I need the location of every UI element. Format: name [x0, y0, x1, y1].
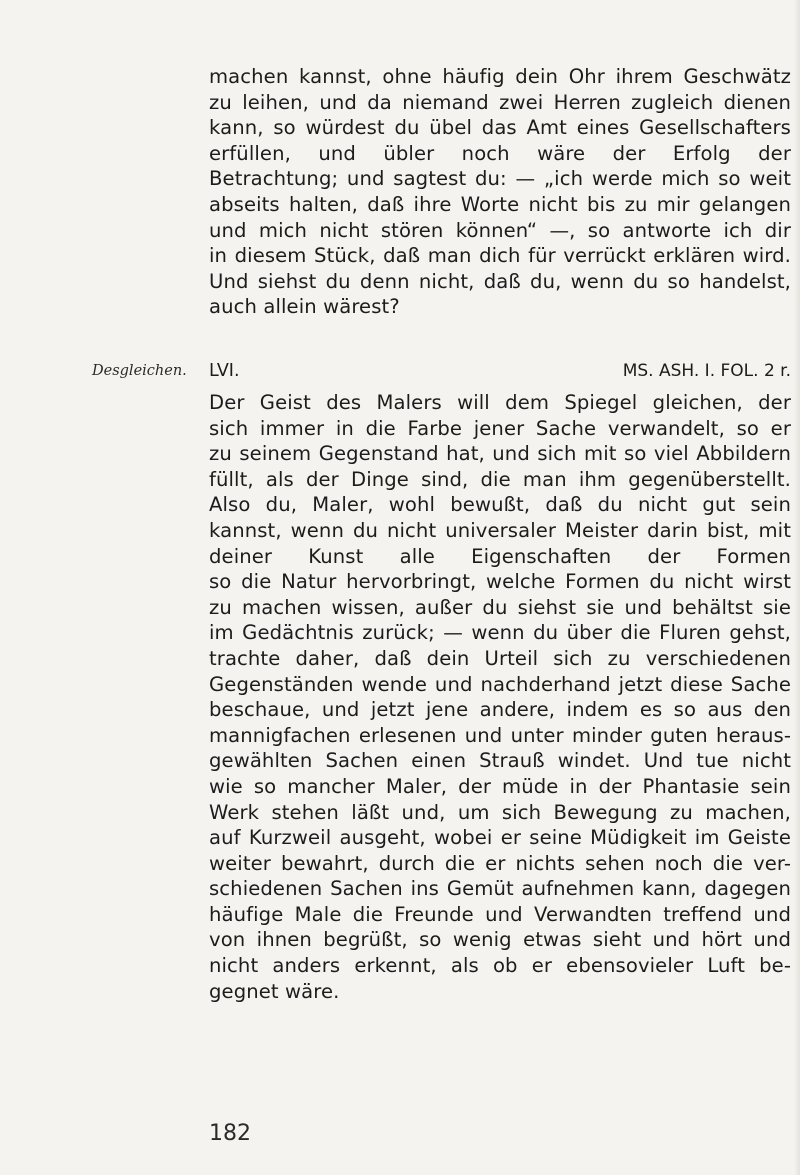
text-line-last: gegnet wäre. — [209, 979, 340, 1003]
margin-note: Desgleichen. — [92, 363, 187, 379]
text-line: auf Kurzweil ausgeht, wobei er seine Müdigkeit im Geiste — [209, 826, 791, 850]
text-line: zu leihen, und da niemand zwei Herren zugleich dienen — [209, 90, 791, 114]
section-number: LVI. — [209, 361, 240, 381]
text-line: kann, so würdest du übel das Amt eines Gesellschafters — [209, 116, 791, 140]
text-line: zu machen wissen, außer du siehst sie und behältst sie — [209, 595, 791, 619]
text-line: und mich nicht stören können“ —, so antworte ich dir — [209, 218, 791, 242]
text-line: wie so mancher Maler, der müde in der Phantasie sein — [209, 774, 791, 798]
text-line: zu seinem Gegenstand hat, und sich mit so viel Abbildern — [209, 442, 791, 466]
paragraph-main — [209, 390, 791, 1004]
text-line: trachte daher, daß dein Urteil sich zu verschiedenen — [209, 646, 791, 670]
text-line: deiner Kunst alle Eigenschaften der Formen — [209, 544, 791, 568]
text-line: häufige Male die Freunde und Verwandten treffend und — [209, 902, 791, 926]
text-line: erfüllen, und übler noch wäre der Erfolg der — [209, 141, 791, 165]
text-line: sich immer in die Farbe jener Sache verwandelt, so er — [209, 416, 791, 440]
text-line: in diesem Stück, daß man dich für verrückt erklären wird. — [209, 244, 791, 268]
text-line: weiter bewahrt, durch die er nichts sehen noch die ver- — [209, 851, 791, 875]
text-line: von ihnen begrüßt, so wenig etwas sieht und hört und — [209, 928, 791, 952]
text-line: mannigfachen erlesenen und unter minder guten heraus- — [209, 723, 791, 747]
text-line: Also du, Maler, wohl bewußt, daß du nicht gut sein — [209, 493, 791, 517]
text-line: Werk stehen läßt und, um sich Bewegung zu machen, — [209, 800, 791, 824]
text-line: kannst, wenn du nicht universaler Meister darin bist, mit — [209, 518, 791, 542]
text-line-last: auch allein wärest? — [209, 295, 400, 319]
section-heading — [209, 358, 791, 384]
text-line: Betrachtung; und sagtest du: — „ich werde mich so weit — [209, 167, 791, 191]
page-edge-shadow — [794, 0, 800, 1175]
page-number: 182 — [209, 1121, 251, 1146]
text-line: Und siehst du denn nicht, daß du, wenn du so handelst, — [209, 269, 791, 293]
text-line: machen kannst, ohne häufig dein Ohr ihrem Geschwätz — [209, 65, 791, 88]
text-line: Der Geist des Malers will dem Spiegel gleichen, der — [209, 391, 791, 414]
text-line: beschaue, und jetzt jene andere, indem es so aus den — [209, 698, 791, 722]
text-line: so die Natur hervorbringt, welche Formen du nicht wirst — [209, 570, 791, 594]
text-line: füllt, als der Dinge sind, die man ihm gegenüberstellt. — [209, 467, 791, 491]
manuscript-reference: MS. ASH. I. FOL. 2 r. — [622, 361, 791, 381]
text-line: schiedenen Sachen ins Gemüt aufnehmen kann, dagegen — [209, 877, 791, 901]
text-line: im Gedächtnis zurück; — wenn du über die Fluren gehst, — [209, 621, 791, 645]
text-line: Gegenständen wende und nachderhand jetzt diese Sache — [209, 672, 791, 696]
text-line: gewählten Sachen einen Strauß windet. Und tue nicht — [209, 749, 791, 773]
text-line: nicht anders erkennt, als ob er ebensovieler Luft be- — [209, 954, 791, 978]
paragraph-continuation — [209, 64, 791, 320]
text-line: abseits halten, daß ihre Worte nicht bis zu mir gelangen — [209, 192, 791, 216]
